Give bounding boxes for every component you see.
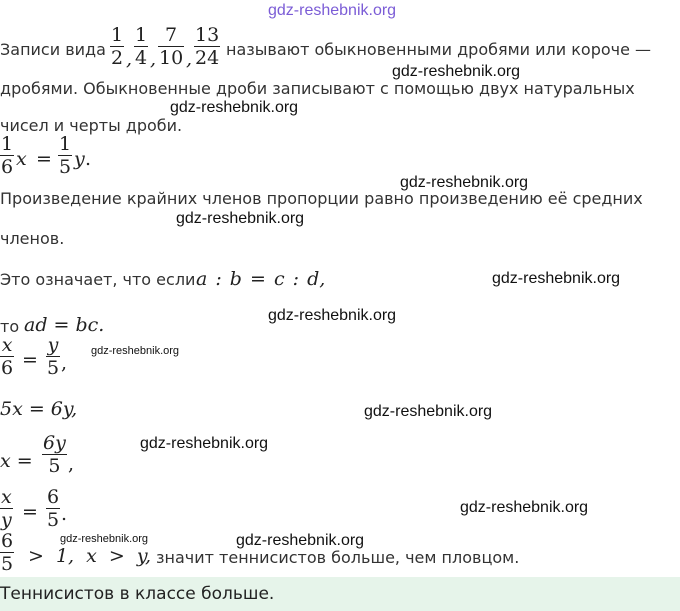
product-expression: ad = bc. [24, 314, 105, 336]
numerator: 1 [135, 24, 148, 46]
denominator: 5 [1, 553, 14, 575]
equation-5x-6y: 5x = 6y, [0, 398, 78, 420]
then-text: то [0, 317, 20, 336]
fraction-1-2 [110, 24, 124, 69]
equation-lhs-x: x = [0, 450, 33, 472]
numerator: 6y [43, 432, 66, 454]
intro-line-2: дробями. Обыкновенные дроби записывают с помощью двух натуральных [0, 79, 635, 98]
rule-line-1: Произведение крайних членов пропорции равно произведению её средних [0, 189, 643, 208]
comma: , [61, 352, 68, 374]
watermark: gdz-reshebnik.org [140, 435, 269, 452]
watermark: gdz-reshebnik.org [268, 307, 397, 324]
denominator: 6 [1, 156, 14, 178]
numerator: 6 [47, 486, 60, 508]
comma: , [126, 48, 133, 70]
equals-sign: = [22, 349, 38, 371]
watermark: gdz-reshebnik.org [364, 403, 493, 420]
watermark: gdz-reshebnik.org [400, 174, 529, 191]
comma: , [68, 453, 75, 475]
watermark: gdz-reshebnik.org [492, 270, 621, 287]
proportion-expression: a : b = c : d, [196, 268, 326, 290]
fraction-13-24 [194, 24, 220, 69]
fraction-7-10 [158, 24, 184, 69]
fraction-6y-5 [42, 432, 67, 477]
numerator: 1 [59, 133, 72, 155]
watermark-small: gdz-reshebnik.org [91, 345, 180, 357]
watermark: gdz-reshebnik.org [236, 532, 365, 549]
fraction-x-y [0, 486, 13, 531]
numerator: 1 [111, 24, 124, 46]
period: . [61, 503, 68, 525]
equals-sign: = [36, 148, 52, 170]
fraction-1-5 [58, 133, 72, 178]
intro-text-start: Записи вида [0, 40, 106, 59]
watermark: gdz-reshebnik.org [392, 63, 521, 80]
intro-text-end: называют обыкновенными дробями или короче — [226, 40, 652, 59]
denominator: 10 [159, 47, 184, 69]
answer-box [0, 577, 680, 611]
fraction-1-4 [134, 24, 148, 69]
conclusion-text: значит теннисистов больше, чем пловцом. [156, 548, 520, 567]
period: . [85, 148, 92, 170]
denominator: 24 [195, 47, 220, 69]
fraction-6-5-conclusion [0, 530, 14, 575]
denominator: 5 [59, 156, 72, 178]
comma: , [150, 48, 157, 70]
numerator: 13 [195, 24, 220, 46]
denominator: 5 [48, 455, 61, 477]
equals-sign: = [22, 501, 38, 523]
denominator: 5 [47, 509, 60, 531]
watermark: gdz-reshebnik.org [170, 99, 299, 116]
means-text: Это означает, что если [0, 270, 196, 289]
rule-line-2: членов. [0, 229, 65, 248]
fraction-y-5 [46, 334, 60, 379]
numerator: 1 [1, 133, 14, 155]
numerator: 6 [1, 530, 14, 552]
numerator: 7 [165, 24, 178, 46]
denominator: y [1, 509, 12, 531]
denominator: 6 [1, 357, 14, 379]
fraction-6-5 [46, 486, 60, 531]
watermark: gdz-reshebnik.org [460, 499, 589, 516]
watermark: gdz-reshebnik.org [176, 210, 305, 227]
answer-text: Теннисистов в классе больше. [0, 584, 275, 604]
denominator: 4 [135, 47, 148, 69]
inequality-expression: > 1, x > y, [28, 545, 152, 567]
fraction-x-6 [0, 334, 14, 379]
denominator: 2 [111, 47, 124, 69]
numerator: x [1, 334, 13, 356]
watermark-top: gdz-reshebnik.org [268, 2, 397, 19]
variable-x: x [16, 148, 27, 170]
numerator: x [1, 486, 12, 508]
numerator: y [47, 334, 59, 356]
denominator: 5 [47, 357, 60, 379]
comma: , [186, 48, 193, 70]
watermark-small: gdz-reshebnik.org [60, 533, 149, 545]
fraction-1-6 [0, 133, 14, 178]
variable-y: y [74, 148, 85, 170]
intro-line-3: чисел и черты дроби. [0, 116, 183, 135]
